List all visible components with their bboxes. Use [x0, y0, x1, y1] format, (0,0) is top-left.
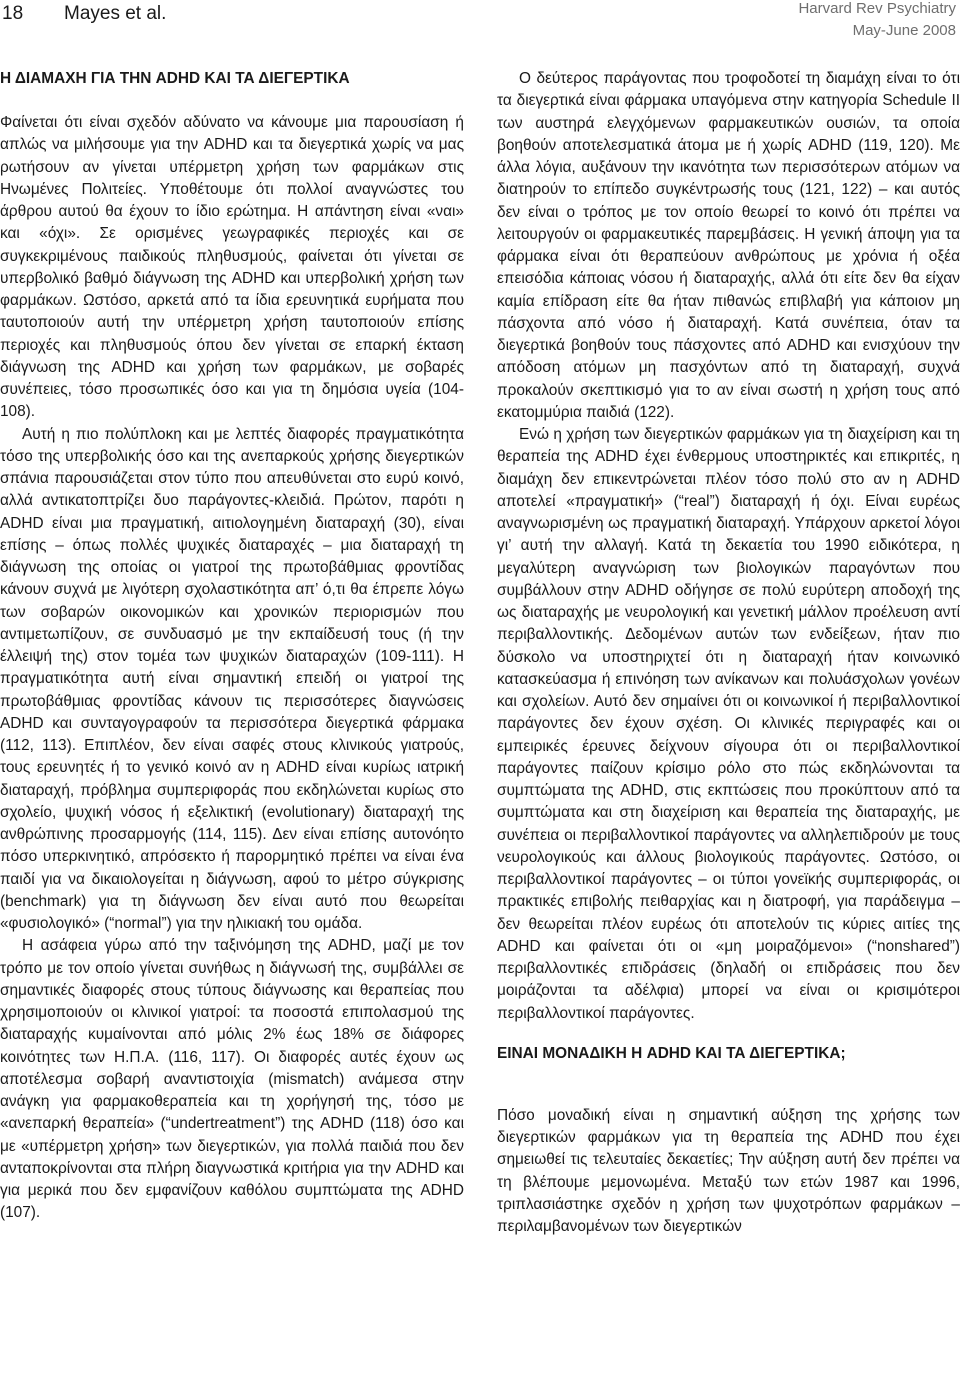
paragraph: Η ασάφεια γύρω από την ταξινόμηση της ADHD, μαζί με τον τρόπο με τον οποίο γίνεται συνήθως η διάγνωσή της, συμβάλλει σε σημαντικές διαφορές στους τύπους διάγνωσης και θεραπείας που χρησιμοποιούν οι κλινικοί γιατροί: τα ποσοστά επιπολασμού της διαταραχής κυμαίνονται από μόλις 2% έως 18% σε διάφορες κοινότητες των Η.Π.Α. (116, 117). Οι διαφορές αυτές έχουν ως αποτέλεσμα σοβαρή αναντιστοιχία (mismatch) ανάμεσα στην ανάγκη για φαρμακοθεραπεία και τη χορήγησή της, τόσο με «ανεπαρκή θεραπεία» (“undertreatment”) της ADHD (118) όσο και με «υπέρμετρη χρήση» των διεγερτικών, για πολλά παιδιά που δεν ανταποκρίνονται στα πλήρη διαγνωστικά κριτήρια για την ADHD και για μερικά που δεν εμφανίζουν καθόλου συμπτώματα της ADHD (107).: [0, 937, 464, 1222]
left-column: [0, 68, 464, 1225]
page-number: 18: [2, 3, 24, 24]
journal-issue: May-June 2008: [852, 22, 956, 39]
paragraph: Φαίνεται ότι είναι σχεδόν αδύνατο να κάνουμε μια παρουσίαση ή απλώς να μιλήσουμε για την ADHD και τα διεγερτικά χωρίς να μας ρωτήσουν αν γίνεται υπέρμετρη χρήση των φαρμάκων στις Ηνωμένες Πολιτείες. Υποθέτουμε ότι πολλοί αναγνώστες του άρθρου αυτού θα έχουν το ίδιο ερώτημα. Η απάντηση είναι «ναι» και «όχι». Σε ορισμένες γεωγραφικές περιοχές και σε συγκεκριμένους παιδικούς πληθυσμούς, φαίνεται ότι γίνεται σε υπερβολικό βαθμό διάγνωση της ADHD και υπερβολική χρήση των φαρμάκων. Ωστόσο, αρκετά από τα ίδια ερευνητικά ευρήματα που ταυτοποιούν αυτή την υπέρμετρη χρήση ταυτοποιούν επίσης περιοχές και πληθυσμούς όπου δεν γίνεται σε επαρκή έκταση διάγνωση της ADHD και χρήση των φαρμάκων, με σοβαρές συνέπειες, τόσο προσωπικές όσο και για τη δημόσια υγεία (104-108).: [0, 114, 464, 421]
section-heading: Η ΔΙΑΜΑΧΗ ΓΙΑ ΤΗΝ ADHD ΚΑΙ ΤΑ ΔΙΕΓΕΡΤΙΚΑ: [0, 70, 350, 87]
page-header: [0, 0, 960, 64]
paragraph: Ο δεύτερος παράγοντας που τροφοδοτεί τη διαμάχη είναι το ότι τα διεγερτικά είναι φάρμακα υπαγόμενα στην κατηγορία Schedule II των αυστηρά ελεγχόμενων φαρμακευτικών ουσιών, τα οποία βοηθούν αποτελεσματικά άτομα με ή χωρίς ADHD (119, 120). Με άλλα λόγια, αυξάνουν την ικανότητα των περισσότερων ατόμων να διατηρούν το επίπεδο συγκέντρωσής τους (121, 122) – και αυτός δεν είναι ο τρόπος με τον οποίο θεωρεί το κοινό ότι πρέπει να λειτουργούν οι φαρμακευτικές παρεμβάσεις. Η γενική άποψη για τα φάρμακα είναι ότι θεραπεύουν ανθρώπους με χρόνια ή οξέα επεισόδια κάποιας νόσου ή διαταραχής, αλλά ότι είτε δεν θα είχαν καμία επίδραση είτε θα ήταν πιθανώς επιβλαβή για κάποιον μη πάσχοντα από νόσο ή διαταραχή. Κατά συνέπεια, όταν τα διεγερτικά βοηθούν τους πάσχοντες από ADHD και ενισχύουν την απόδοση ατόμων μη πασχόντων από τη διαταραχή, συχνά προκαλούν σκεπτικισμό για το αν είναι σωστή η χρήση τους από εκατομμύρια παιδιά (122).: [497, 70, 960, 421]
section-heading: ΕΙΝΑΙ ΜΟΝΑΔΙΚΗ Η ADHD ΚΑΙ ΤΑ ΔΙΕΓΕΡΤΙΚΑ;: [497, 1044, 846, 1062]
journal-title: Harvard Rev Psychiatry: [798, 0, 956, 17]
paragraph: Ενώ η χρήση των διεγερτικών φαρμάκων για τη διαχείριση και τη θεραπεία της ADHD έχει ένθερμους υποστηρικτές και επικριτές, η διαμάχη δεν επικεντρώνεται πλέον τόσο πολύ στο αν η ADHD αποτελεί «πραγματική» (“real”) διαταραχή ή όχι. Είναι ευρέως αναγνωρισμένη ως πραγματική διαταραχή. Υπάρχουν αρκετοί λόγοι γι’ αυτή την αλλαγή. Κατά τη δεκαετία του 1990 ειδικότερα, η μεγαλύτερη αναγνώριση των βιολογικών παραγόντων που συμβάλλουν στην ADHD οδήγησε σε πολύ ευρύτερη αποδοχή της ως διαταραχής με νευρολογική και γενετική μάλλον προέλευση αντί περιβαλλοντικής. Δεδομένων αυτών των ενδείξεων, ήταν πιο δύσκολο να υποστηριχτεί ότι η διαταραχή ήταν κοινωνικό κατασκεύασμα ή επινόηση των ανίκανων και πολυάσχολων γονέων και σχολείων. Αυτό δεν σημαίνει ότι οι κοινωνικοί ή περιβαλλοντικοί παράγοντες δεν έχουν σχέση. Οι κλινικές περιγραφές και οι εμπειρικές έρευνες δείχνουν σίγουρα ότι οι περιβαλλοντικοί παράγοντες παίζουν κρίσιμο ρόλο στο πώς εκδηλώνονται τα συμπτώματα της ADHD, στις εκπτώσεις που προκύπτουν από τα συμπτώματα και στη διαχείριση και θεραπεία της διαταραχής, με συνέπεια οι περιβαλλοντικοί παράγοντες να αλληλεπιδρούν με τους νευρολογικούς και άλλους βιολογικούς παράγοντες. Ωστόσο, οι περιβαλλοντικοί παράγοντες – οι τύποι γονεϊκής συμπεριφοράς, οι πρακτικές επιβολής πειθαρχίας και η διατροφή, για παράδειγμα – δεν θεωρείται πλέον ευρέως ότι αποτελούν τις κύριες αιτίες της ADHD και φαίνεται ότι οι «μη μοιραζόμενοι» (“nonshared”) περιβαλλοντικές επιδράσεις (δηλαδή οι επιδράσεις που δεν μοιράζονται τα αδέλφια) μπορεί να είναι οι κρισιμότεροι περιβαλλοντικοί παράγοντες.: [497, 426, 960, 1022]
running-head-authors: Mayes et al.: [64, 3, 167, 24]
paragraph: Πόσο μοναδική είναι η σημαντική αύξηση της χρήσης των διεγερτικών φαρμάκων για τη θεραπεία της ADHD που έχει σημειωθεί τις τελευταίες δεκαετίες; Την αύξηση αυτή δεν πρέπει να τη βλέπουμε μεμονωμένα. Μεταξύ των ετών 1987 και 1996, τριπλασιάστηκε σχεδόν η χρήση των ψυχοτρόπων φαρμάκων – περιλαμβανομένων των διεγερτικών: [497, 1106, 960, 1235]
paragraph: Αυτή η πιο πολύπλοκη και με λεπτές διαφορές πραγματικότητα τόσο της υπερβολικής όσο και της ανεπαρκούς χρήσης διεγερτικών σπάνια παρουσιάζεται στον τύπο που απευθύνεται στο ευρύ κοινό, αλλά αντικατοπτρίζει δυο παράγοντες-κλειδιά. Πρώτον, παρότι η ADHD είναι μια πραγματική, αιτιολογημένη διαταραχή (30), είναι επίσης – όπως πολλές ψυχικές διαταραχές – μια διαταραχή τη διάγνωση της οποίας οι γιατροί της πρωτοβάθμιας φροντίδας κάνουν συχνά με λιγότερη σχολαστικότητα απ’ ό,τι θα έπρεπε λόγω των σοβαρών οικονομικών και χρονικών περιορισμών που αντιμετωπίζουν, σε συνδυασμό με την εκπαίδευσή τους (ή την έλλειψή της) στον τομέα των ψυχικών διαταραχών (109-111). Η πραγματικότητα αυτή είναι σημαντική επειδή οι γιατροί της πρωτοβάθμιας φροντίδας κάνουν τις περισσότερες διαγνώσεις ADHD και συνταγογραφούν τα περισσότερα διεγερτικά φάρμακα (112, 113). Επιπλέον, δεν είναι σαφές στους κλινικούς γιατρούς, τους ερευνητές ή το γενικό κοινό αν η ADHD είναι κυρίως ιατρική διαταραχή, πρόβλημα συμπεριφοράς που εκδηλώνεται κυρίως στο σχολείο, ψυχική νόσος ή εξελικτική (evolutionary) διαταραχή της ανθρώπινης προσαρμογής (114, 115). Δεν είναι επίσης αυτονόητο πόσο υπερκινητικό, απρόσεκτο ή παρορμητικό πρέπει να είναι ένα παιδί για να δικαιολογείται η διάγνωση, αφού το μέτρο σύγκρισης (benchmark) για τη διάγνωση δεν είναι αυτό που θεωρείται «φυσιολογικό» (“normal”) για την ηλικιακή του ομάδα.: [0, 425, 464, 932]
right-column: [497, 68, 960, 1238]
